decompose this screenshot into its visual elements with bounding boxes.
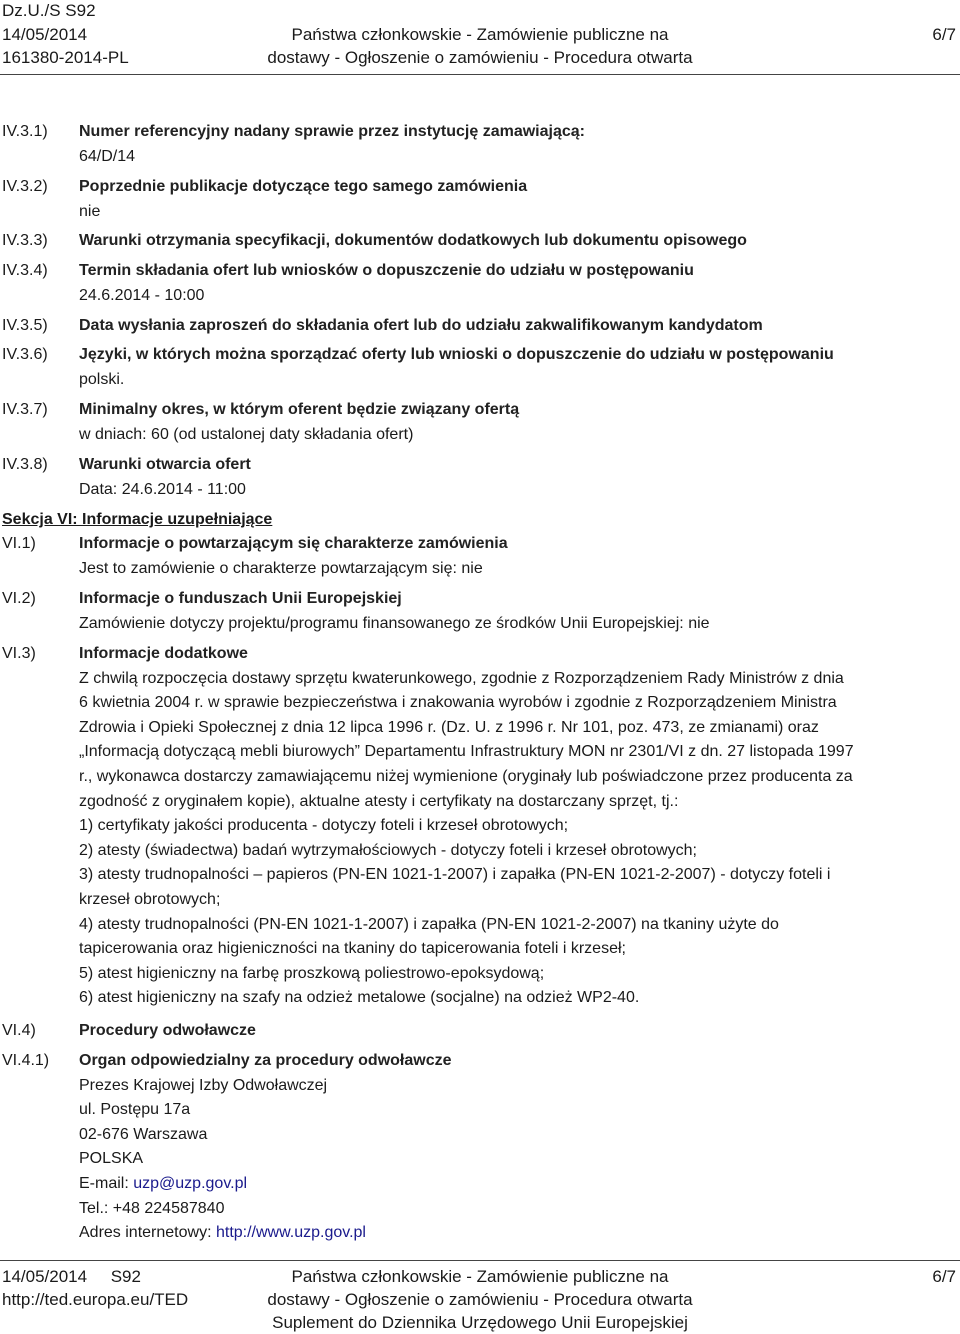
phone-value: +48 224587840 (112, 1199, 225, 1217)
item-title: Minimalny okres, w którym oferent będzie związany ofertą (79, 401, 520, 418)
header-date: 14/05/2014 (2, 25, 88, 44)
email-link[interactable]: uzp@uzp.gov.pl (133, 1174, 248, 1192)
item-value: 24.6.2014 - 10:00 (79, 286, 205, 304)
page-header (0, 0, 960, 70)
item-title: Warunki otwarcia ofert (79, 456, 251, 473)
header-title-line2: dostawy - Ogłoszenie o zamówieniu - Procedura otwarta (267, 48, 693, 67)
item-number: VI.1) (2, 535, 36, 552)
item-title: Języki, w których można sporządzać oferty lub wnioski o dopuszczenie do udziału w postępowaniu (79, 346, 834, 363)
info-line: 6) atest higieniczny na szafy na odzież metalowe (socjalne) na odzież WP2-40. (79, 989, 640, 1007)
footer-page-number: 6/7 (932, 1267, 956, 1286)
page-footer (0, 1266, 960, 1334)
header-title-line1: Państwa członkowskie - Zamówienie publiczne na (291, 25, 669, 44)
info-line: r., wykonawca dostarczy zamawiającemu niżej wymienione (oryginały lub poświadczone przez producenta za (79, 767, 853, 785)
item-value: polski. (79, 370, 125, 388)
item-number: IV.3.3) (2, 232, 48, 249)
item-value: Jest to zamówienie o charakterze powtarzającym się: nie (79, 559, 483, 577)
body-name: Prezes Krajowej Izby Odwoławczej (79, 1076, 328, 1094)
footer-date: 14/05/2014 (2, 1267, 88, 1286)
item-number: VI.4.1) (2, 1052, 50, 1069)
footer-title-line1: Państwa członkowskie - Zamówienie publiczne na (291, 1267, 669, 1286)
journal-ref: Dz.U./S S92 (2, 1, 96, 20)
item-value: w dniach: 60 (od ustalonej daty składania ofert) (79, 425, 414, 443)
item-value: nie (79, 202, 101, 220)
item-number: IV.3.2) (2, 178, 48, 195)
item-title: Data wysłania zaproszeń do składania ofert lub do udziału zakwalifikowanym kandydatom (79, 317, 763, 334)
info-line: krzeseł obrotowych; (79, 890, 221, 908)
email-label: E-mail: (79, 1174, 129, 1192)
website-label: Adres internetowy: (79, 1224, 212, 1242)
header-page-number: 6/7 (932, 25, 956, 44)
item-number: IV.3.4) (2, 262, 48, 279)
info-line: 3) atesty trudnopalności – papieros (PN-EN 1021-1-2007) i zapałka (PN-EN 1021-2-2007) - dotyczy foteli i (79, 866, 831, 884)
website-link[interactable]: http://www.uzp.gov.pl (215, 1224, 366, 1242)
item-number: VI.2) (2, 590, 36, 607)
item-title: Warunki otrzymania specyfikacji, dokumentów dodatkowych lub dokumentu opisowego (79, 232, 747, 249)
item-title: Informacje o funduszach Unii Europejskiej (79, 590, 402, 607)
address-country: POLSKA (79, 1150, 144, 1168)
info-line: tapicerowania oraz higieniczności na tkaniny do tapicerowania foteli i krzeseł; (79, 940, 626, 958)
item-number: IV.3.8) (2, 456, 48, 473)
footer-divider (0, 1260, 960, 1261)
footer-series: S92 (110, 1267, 141, 1286)
header-divider (0, 74, 960, 75)
info-line: Z chwilą rozpoczęcia dostawy sprzętu kwaterunkowego, zgodnie z Rozporządzeniem Rady Ministrów z dnia (79, 669, 844, 687)
item-number: IV.3.5) (2, 317, 48, 334)
website-line (79, 1221, 952, 1246)
info-line: 5) atest higieniczny na farbę proszkową poliestrowo-epoksydową; (79, 964, 545, 982)
item-number: IV.3.1) (2, 123, 48, 140)
item-number: IV.3.6) (2, 346, 48, 363)
phone-label: Tel.: (79, 1199, 109, 1217)
item-number: IV.3.7) (2, 401, 48, 418)
info-line: 6 kwietnia 2004 r. w sprawie bezpieczeństwa i znakowania wyrobów i zgodnie z Rozporządzeniem Ministra (79, 694, 837, 712)
item-value: Data: 24.6.2014 - 11:00 (79, 480, 246, 498)
address-street: ul. Postępu 17a (79, 1101, 191, 1119)
section-vi-title: Sekcja VI: Informacje uzupełniające (2, 511, 273, 528)
footer-title-line2: dostawy - Ogłoszenie o zamówieniu - Procedura otwarta (267, 1290, 693, 1309)
footer-supplement: Suplement do Dziennika Urzędowego Unii Europejskiej (272, 1313, 688, 1332)
info-line: 2) atesty (świadectwa) badań wytrzymałościowych - dotyczy foteli i krzeseł obrotowych; (79, 841, 697, 859)
notice-number: 161380-2014-PL (2, 48, 129, 67)
info-line: 4) atesty trudnopalności (PN-EN 1021-1-2007) i zapałka (PN-EN 1021-2-2007) na tkaniny użyte do (79, 915, 779, 933)
item-value: 64/D/14 (79, 147, 136, 165)
info-line: 1) certyfikaty jakości producenta - dotyczy foteli i krzeseł obrotowych; (79, 817, 569, 835)
info-line: Zdrowia i Opieki Społecznej z dnia 12 lipca 1996 r. (Dz. U. z 1996 r. Nr 101, poz. 473, ze zmianami) oraz (79, 718, 819, 736)
item-number: VI.4) (2, 1022, 36, 1039)
item-title: Organ odpowiedzialny za procedury odwoławcze (79, 1052, 452, 1069)
info-line: „Informacją dotyczącą mebli biurowych” Departamentu Infrastruktury MON nr 2301/VI z dn. 27 listopada 1997 (79, 743, 854, 761)
item-title: Numer referencyjny nadany sprawie przez instytucję zamawiającą: (79, 123, 585, 140)
item-title: Informacje dodatkowe (79, 645, 248, 662)
item-title: Procedury odwoławcze (79, 1022, 256, 1039)
address-city: 02-676 Warszawa (79, 1125, 208, 1143)
info-line: zgodność z oryginałem kopie), aktualne atesty i certyfikaty na dostarczany sprzęt, tj.: (79, 792, 679, 810)
item-number: VI.3) (2, 645, 36, 662)
email-line (79, 1172, 952, 1197)
item-title: Poprzednie publikacje dotyczące tego samego zamówienia (79, 178, 528, 195)
footer-ted-link[interactable]: http://ted.europa.eu/TED (2, 1290, 189, 1309)
item-title: Termin składania ofert lub wniosków o dopuszczenie do udziału w postępowaniu (79, 262, 694, 279)
item-value: Zamówienie dotyczy projektu/programu finansowanego ze środków Unii Europejskiej: nie (79, 614, 710, 632)
phone-line (79, 1197, 952, 1222)
item-title: Informacje o powtarzającym się charakterze zamówienia (79, 535, 508, 552)
